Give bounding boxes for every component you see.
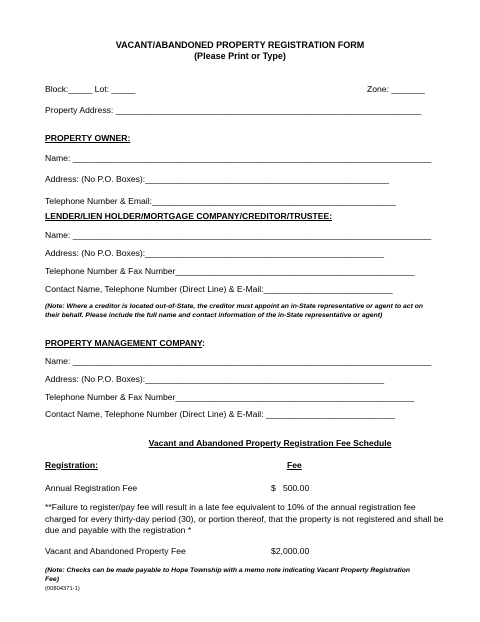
fee-schedule-heading: Vacant and Abandoned Property Registration Fee Schedule: [148, 438, 392, 448]
lender-address-field[interactable]: Address: (No P.O. Boxes):__________________________________________________: [45, 248, 385, 258]
fee-column-heading: Fee: [287, 460, 302, 470]
late-fee-note: **Failure to register/pay fee will result in a late fee equivalent to 10% of the annual registration fee charged for every thirty-day period (30), or portion thereof, that the property is not registered and shall be due and payable with the registration *: [45, 502, 444, 536]
vacant-fee-amount: $2,000.00: [271, 546, 310, 556]
block-lot-field[interactable]: Block:_____ Lot: _____: [45, 84, 136, 94]
management-address-field[interactable]: Address: (No P.O. Boxes):__________________________________________________: [45, 374, 385, 384]
management-contact-field[interactable]: Contact Name, Telephone Number (Direct Line) & E-Mail: ___________________________: [45, 409, 396, 419]
management-heading-row: [45, 338, 205, 348]
creditor-note: (Note: Where a creditor is located out-of-State, the creditor must appoint an in-State representative or agent to act on their behalf. Please include the full name and contact information of the in-State representative or agent): [45, 303, 424, 319]
annual-fee-amount: $ 500.00: [271, 483, 310, 493]
management-name-field[interactable]: Name: ___________________________________________________________________________: [45, 356, 432, 366]
lender-phone-fax-field[interactable]: Telephone Number & Fax Number__________________________________________________: [45, 266, 415, 276]
owner-name-field[interactable]: Name: ___________________________________________________________________________: [45, 153, 432, 163]
owner-phone-email-field[interactable]: Telephone Number & Email:___________________________________________________: [45, 196, 396, 206]
annual-fee-label: Annual Registration Fee: [45, 483, 138, 493]
management-heading-suffix: :: [202, 338, 205, 348]
property-owner-heading: PROPERTY OWNER:: [45, 133, 131, 143]
form-title: VACANT/ABANDONED PROPERTY REGISTRATION FORM: [115, 40, 365, 50]
management-phone-fax-field[interactable]: Telephone Number & Fax Number__________________________________________________: [45, 392, 415, 402]
property-address-field[interactable]: Property Address: ________________________________________________________________: [45, 105, 422, 115]
owner-address-field[interactable]: Address: (No P.O. Boxes):___________________________________________________: [45, 174, 389, 184]
lender-contact-field[interactable]: Contact Name, Telephone Number (Direct Line) & E-Mail:___________________________: [45, 284, 393, 294]
checks-payable-note: (Note: Checks can be made payable to Hope Township with a memo note indicating Vacant Property Registration Fee): [45, 567, 411, 583]
lender-heading: LENDER/LIEN HOLDER/MORTGAGE COMPANY/CREDITOR/TRUSTEE:: [45, 211, 333, 221]
registration-column-heading: Registration:: [45, 460, 98, 470]
lender-name-field[interactable]: Name: ___________________________________________________________________________: [45, 230, 432, 240]
management-heading: PROPERTY MANAGEMENT COMPANY: [45, 338, 203, 348]
vacant-fee-label: Vacant and Abandoned Property Fee: [45, 546, 186, 556]
zone-field[interactable]: Zone: _______: [367, 84, 425, 94]
document-id: (00804371-1): [45, 586, 80, 592]
form-subtitle: (Please Print or Type): [194, 51, 286, 61]
